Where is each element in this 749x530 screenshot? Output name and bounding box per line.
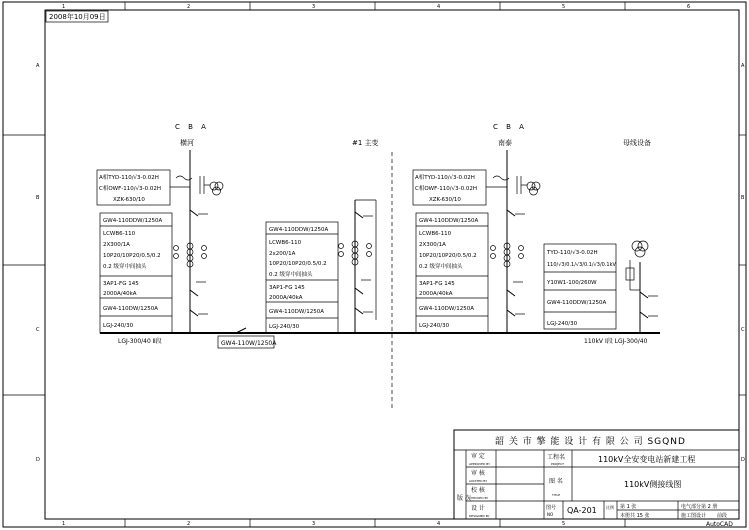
right-ct-line: XZK-630/10 xyxy=(429,197,461,203)
right-equipment: GW4-110DDW/1250A xyxy=(419,218,479,224)
title-block xyxy=(454,430,739,519)
grid-row-label: C xyxy=(36,327,40,333)
right-line-bay xyxy=(413,123,540,333)
pt-equipment: Y10W1-100/260W xyxy=(547,280,597,286)
company-name: 韶 关 市 擎 能 设 计 有 限 公 司 SGQND xyxy=(495,437,686,447)
left-equipment: 2X300/1A xyxy=(103,242,130,248)
grid-col-label: 5 xyxy=(562,521,566,527)
drawing-name: 110kV侧接线图 xyxy=(624,480,682,489)
right-equipment: GW4-110DW/1250A xyxy=(419,306,474,312)
transformer-equipment: LGJ-240/30 xyxy=(269,324,300,330)
grid-col-label: 4 xyxy=(437,4,441,10)
pt-equipment: 110/√3/0.1/√3/0.1/√3/0.1kV xyxy=(547,262,616,268)
bus-right-label: 110kV Ⅰ段 LGJ-300/40 xyxy=(584,338,648,345)
design-phase: 施工图设计 xyxy=(681,513,707,519)
grid-row-label: B xyxy=(36,195,40,201)
grid-col-label: 4 xyxy=(437,521,441,527)
pt-bay xyxy=(544,138,658,333)
transformer-equipment: 0.2 级穿中间抽头 xyxy=(269,272,313,278)
project-label: 工程名 xyxy=(547,454,566,461)
sig-label: 校 核 xyxy=(471,487,485,494)
grid-row-label: B xyxy=(741,195,745,201)
sig-label: 审 定 xyxy=(471,453,485,460)
bus-left-label: LGJ-300/40 Ⅱ段 xyxy=(118,338,162,345)
transformer-equipment: 2x200/1A xyxy=(269,251,296,257)
grid-col-label: 2 xyxy=(187,4,191,10)
left-equipment: 3AP1-FG 145 xyxy=(103,281,139,287)
sig-label: 审 核 xyxy=(471,470,485,477)
project-name: 110kV全安变电站新建工程 xyxy=(598,455,696,464)
right-phase-labels: C B A xyxy=(493,123,527,131)
sig-label: 设 计 xyxy=(471,505,485,512)
pt-equipment: LGJ-240/30 xyxy=(547,321,578,327)
software-label: AutoCAD xyxy=(706,521,733,528)
right-equipment: 10P20/10P20/0.5/0.2 xyxy=(419,253,477,259)
number-label: 图号 xyxy=(546,505,557,511)
left-ct-line: C相OWF-110/√3-0.02H xyxy=(99,186,161,192)
left-equipment: 2000A/40kA xyxy=(103,291,137,297)
sectionalizer-label: GW4-110W/1250A xyxy=(221,340,277,347)
grid-col-label: 6 xyxy=(687,4,691,10)
pt-bay-name: 母线设备 xyxy=(623,139,651,147)
transformer-bay xyxy=(266,138,379,333)
right-equipment: 0.2 级穿中间抽头 xyxy=(419,264,463,270)
version-label: 版 次 xyxy=(457,495,471,502)
transformer-equipment: 2000A/40kA xyxy=(269,295,303,301)
left-equipment: GW4-110DW/1250A xyxy=(103,306,158,312)
left-equipment: GW4-110DDW/1250A xyxy=(103,218,163,224)
left-phase-labels: C B A xyxy=(175,123,209,131)
sheet-number: 第 1 张 xyxy=(620,504,637,510)
grid-column-markers-bottom xyxy=(62,519,625,527)
sig-label-en: CHECKED BY xyxy=(469,496,489,500)
left-line-bay xyxy=(97,123,223,333)
bus-sectionalizer xyxy=(218,328,277,348)
scale-label: 比例 xyxy=(606,505,614,510)
transformer-equipment: LCWB6-110 xyxy=(269,240,302,246)
drawing-label: 图 名 xyxy=(549,478,563,485)
drawing-label-en: TITLE xyxy=(552,493,561,497)
sig-label-en: APPROVED BY xyxy=(469,462,491,466)
grid-row-markers xyxy=(3,63,746,463)
grid-col-label: 1 xyxy=(62,521,66,527)
grid-row-label: C xyxy=(741,327,745,333)
grid-col-label: 3 xyxy=(312,4,316,10)
sig-label-en: AUDITED BY xyxy=(469,479,488,483)
right-ct-line: A相TYD-110/√3-0.02H xyxy=(415,175,475,181)
left-equipment: LGJ-240/30 xyxy=(103,323,134,329)
left-equipment: 0.2 级穿中间抽头 xyxy=(103,264,147,270)
transformer-title: #1 主变 xyxy=(352,139,379,147)
total-sheets: 本册共 15 张 xyxy=(620,513,650,519)
transformer-equipment: GW4-110DW/1250A xyxy=(269,309,324,315)
right-equipment: 2000A/40kA xyxy=(419,291,453,297)
left-bay-name: 横河 xyxy=(180,139,194,147)
left-ct-line: A相TYD-110/√3-0.02H xyxy=(99,175,159,181)
transformer-equipment: 10P20/10P20/0.5/0.2 xyxy=(269,261,327,267)
drawing-number: QA-201 xyxy=(567,506,597,515)
grid-col-label: 5 xyxy=(562,4,566,10)
grid-row-label: A xyxy=(741,63,745,69)
right-equipment: 2X300/1A xyxy=(419,242,446,248)
transformer-equipment: GW4-110DDW/1250A xyxy=(269,227,329,233)
left-equipment: LCWB6-110 xyxy=(103,231,136,237)
grid-row-label: A xyxy=(36,63,40,69)
transformer-equipment: 3AP1-FG 145 xyxy=(269,285,305,291)
right-equipment: LCWB6-110 xyxy=(419,231,452,237)
grid-col-label: 3 xyxy=(312,521,316,527)
number-label-en: NO xyxy=(547,512,554,517)
grid-col-label: 1 xyxy=(62,4,66,10)
volume-text: 电气部分第 2 册 xyxy=(681,504,718,510)
right-bay-name: 南泰 xyxy=(498,139,512,147)
pt-equipment: TYD-110/√3-0.02H xyxy=(547,250,598,256)
right-equipment: LGJ-240/30 xyxy=(419,323,450,329)
sig-label-en: DESIGNED BY xyxy=(469,514,490,518)
left-ct-line: XZK-630/10 xyxy=(113,197,145,203)
project-label-en: PROJECT xyxy=(551,462,564,466)
date-stamp: 2008年10月09日 xyxy=(49,13,106,21)
version-text: 前段 xyxy=(717,513,728,519)
grid-row-label: D xyxy=(741,457,745,463)
grid-row-label: D xyxy=(36,457,40,463)
right-equipment: 3AP1-FG 145 xyxy=(419,281,455,287)
grid-column-markers-top xyxy=(62,2,690,10)
left-equipment: 10P20/10P20/0.5/0.2 xyxy=(103,253,161,259)
grid-col-label: 2 xyxy=(187,521,191,527)
right-ct-line: C相OWF-110/√3-0.02H xyxy=(415,186,477,192)
pt-equipment: GW4-110DDW/1250A xyxy=(547,300,607,306)
